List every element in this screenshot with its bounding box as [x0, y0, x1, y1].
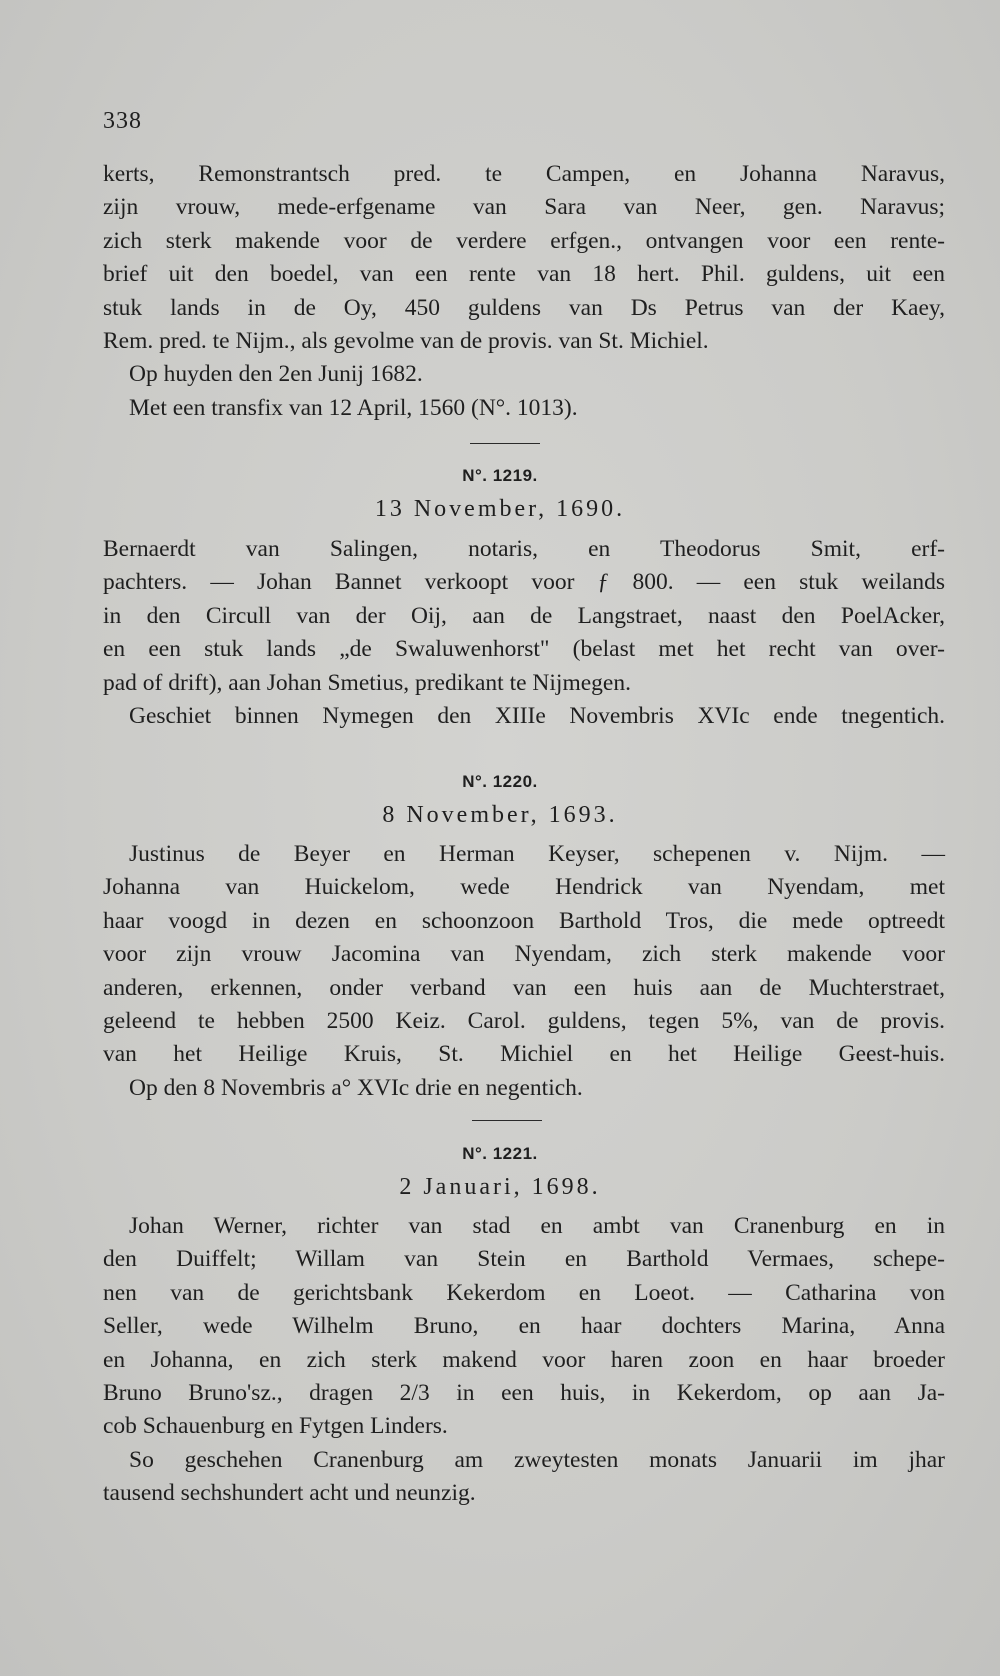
text-line: Geschiet binnen Nymegen den XIIIe Novembris XVIc ende tnegentich.: [129, 703, 945, 730]
text-line: Justinus de Beyer en Herman Keyser, schepenen v. Nijm. —: [129, 841, 945, 867]
entry-number: N°. 1220.: [462, 772, 538, 791]
entry-date: 2 Januari, 1698.: [399, 1174, 601, 1200]
text-line: So geschehen Cranenburg am zweytesten monats Januarii im jhar: [129, 1446, 945, 1473]
entry-number: N°. 1219.: [462, 466, 538, 485]
text-line: en Johanna, en zich sterk makend voor haren zoon en haar broeder: [103, 1346, 945, 1373]
entry-number: N°. 1221.: [462, 1144, 538, 1163]
entry-date: 13 November, 1690.: [374, 496, 626, 522]
text-line: geleend te hebben 2500 Keiz. Carol. guldens, tegen 5%, van de provis.: [103, 1008, 945, 1035]
text-line: Op den 8 Novembris a° XVIc drie en negentich.: [129, 1074, 583, 1101]
text-line: Johan Werner, richter van stad en ambt van Cranenburg en in: [129, 1213, 945, 1239]
text-line: voor zijn vrouw Jacomina van Nyendam, zich sterk makende voor: [103, 941, 945, 968]
text-line: zijn vrouw, mede-erfgename van Sara van Neer, gen. Naravus;: [103, 194, 945, 221]
text-line: Bernaerdt van Salingen, notaris, en Theodorus Smit, erf-: [103, 536, 945, 562]
text-line: cob Schauenburg en Fytgen Linders.: [103, 1413, 448, 1440]
text-line: pad of drift), aan Johan Smetius, predikant te Nijmegen.: [103, 669, 631, 696]
text-line: van het Heilige Kruis, St. Michiel en het Heilige Geest-huis.: [103, 1041, 945, 1068]
text-line: nen van de gerichtsbank Kekerdom en Loeot. — Catharina von: [103, 1279, 945, 1306]
separator-rule: [470, 443, 540, 444]
text-line: Johanna van Huickelom, wede Hendrick van Nyendam, met: [103, 874, 945, 901]
text-line: Bruno Bruno'sz., dragen 2/3 in een huis, in Kekerdom, op aan Ja-: [103, 1380, 945, 1407]
text-line: Met een transfix van 12 April, 1560 (N°. 1013).: [129, 394, 578, 421]
entry-date: 8 November, 1693.: [382, 802, 618, 828]
text-line: brief uit den boedel, van een rente van 18 hert. Phil. guldens, uit een: [103, 261, 945, 288]
text-line: in den Circull van der Oij, aan de Langstraet, naast den PoelAcker,: [103, 602, 945, 629]
entry-continuation: [103, 158, 945, 425]
entry-body: [103, 838, 945, 1105]
text-line: en een stuk lands „de Swaluwenhorst" (belast met het recht van over-: [103, 636, 945, 663]
text-line: tausend sechshundert acht und neunzig.: [103, 1480, 476, 1507]
text-line: kerts, Remonstrantsch pred. te Campen, en Johanna Naravus,: [103, 161, 945, 187]
text-line: Rem. pred. te Nijm., als gevolme van de provis. van St. Michiel.: [103, 328, 709, 355]
text-line: den Duiffelt; Willam van Stein en Barthold Vermaes, schepe-: [103, 1246, 945, 1273]
text-line: haar voogd in dezen en schoonzoon Barthold Tros, die mede optreedt: [103, 907, 945, 934]
text-line: stuk lands in de Oy, 450 guldens van Ds Petrus van der Kaey,: [103, 294, 945, 321]
entry-body: [103, 533, 945, 733]
text-line: Op huyden den 2en Junij 1682.: [129, 361, 423, 388]
page-number: 338: [103, 108, 142, 134]
entry-body: [103, 1210, 945, 1511]
text-line: Seller, wede Wilhelm Bruno, en haar dochters Marina, Anna: [103, 1313, 945, 1340]
text-line: pachters. — Johan Bannet verkoopt voor ƒ 800. — een stuk weilands: [103, 569, 945, 596]
separator-rule: [472, 1120, 542, 1121]
text-line: anderen, erkennen, onder verband van een huis aan de Muchterstraet,: [103, 974, 945, 1001]
text-line: zich sterk makende voor de verdere erfgen., ontvangen voor een rente-: [103, 227, 945, 254]
